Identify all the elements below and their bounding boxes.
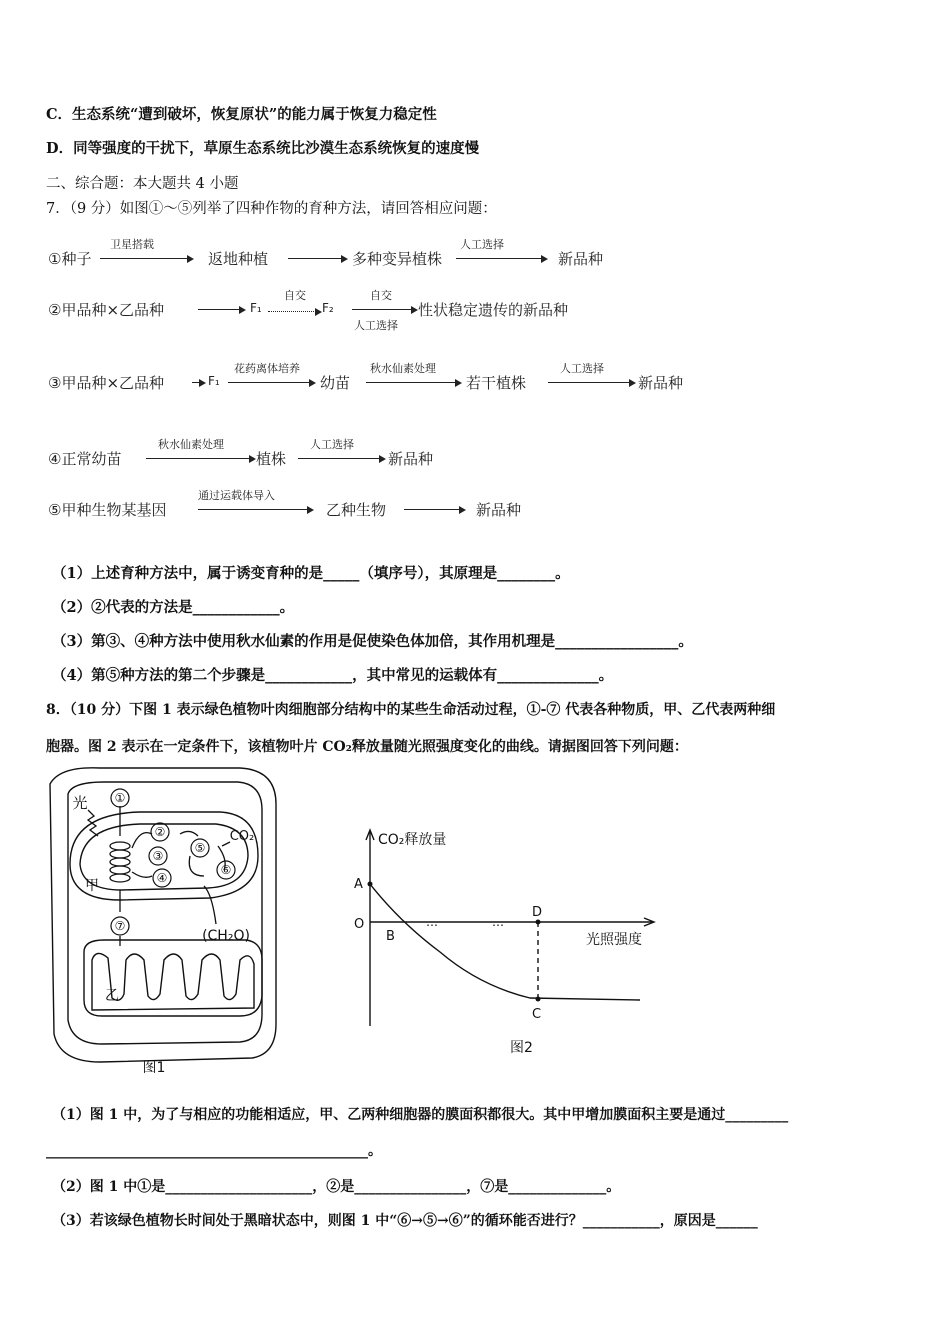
flow2-label-self1: 自交 xyxy=(284,289,306,302)
thylakoid xyxy=(110,874,130,882)
thylakoid xyxy=(110,858,130,866)
x-axis-label: 光照强度 xyxy=(586,932,642,948)
q8-sub2: （2）图 1 中①是_____________________，②是________________，⑦是______________。 xyxy=(52,1179,621,1195)
arrow-2-to-cycle xyxy=(180,831,198,836)
label-1: ① xyxy=(114,791,126,805)
flow2-f1: F₁ xyxy=(250,301,262,315)
flow2-new: 性状稳定遗传的新品种 xyxy=(418,301,569,319)
option-c: C．生态系统“遭到破坏，恢复原状”的能力属于恢复力稳定性 xyxy=(46,106,437,123)
arrow xyxy=(228,382,314,383)
label-a: A xyxy=(354,877,363,892)
label-d: D xyxy=(532,905,543,920)
arrow xyxy=(146,458,254,459)
flow1-label-selection: 人工选择 xyxy=(460,238,504,251)
section-title: 二、综合题：本大题共 4 小题 xyxy=(46,176,239,192)
arrow xyxy=(352,309,416,310)
flow1-return: 返地种植 xyxy=(208,250,269,268)
flow4-plant: 植株 xyxy=(256,450,287,468)
arrow xyxy=(366,382,460,383)
thylakoid xyxy=(110,850,130,858)
q7-sub3: （3）第③、④种方法中使用秋水仙素的作用是促使染色体加倍，其作用机理是_________________。 xyxy=(52,633,693,650)
flow5-gene: ⑤甲种生物某基因 xyxy=(48,501,167,519)
q7-sub2: （2）②代表的方法是____________。 xyxy=(52,599,295,616)
flow3-f1: F₁ xyxy=(208,374,220,388)
flow3-label-colchicine: 秋水仙素处理 xyxy=(370,362,436,375)
arrow xyxy=(298,458,384,459)
q8-sub1-line2: ______________________________________________。 xyxy=(46,1143,382,1159)
flow5-new: 新品种 xyxy=(476,501,522,519)
arrow xyxy=(404,509,464,510)
flow3-seedling: 幼苗 xyxy=(320,374,351,392)
arrow-2 xyxy=(132,833,152,848)
point-d xyxy=(536,920,541,925)
arrow xyxy=(198,509,312,510)
flow1-label-satellite: 卫星搭载 xyxy=(110,238,154,251)
q7-stem: 7．（9 分）如图①～⑤列举了四种作物的育种方法，请回答相应问题： xyxy=(46,201,497,217)
label-6: ⑥ xyxy=(220,863,232,877)
arrow xyxy=(268,311,320,312)
flow2-label-self2: 自交 xyxy=(370,289,392,302)
flow1-seed: ①种子 xyxy=(48,250,92,268)
figure-2-caption: 图2 xyxy=(510,1040,533,1056)
label-light: 光 xyxy=(72,794,88,812)
flow4-new: 新品种 xyxy=(388,450,434,468)
label-c: C xyxy=(532,1007,542,1022)
thylakoid xyxy=(110,842,130,850)
flow5-label-vector: 通过运载体导入 xyxy=(198,489,275,502)
q8-stem-2: 胞器。图 2 表示在一定条件下，该植物叶片 CO₂释放量随光照强度变化的曲线。请据图回答下列问题： xyxy=(46,739,688,755)
cycle-arc-left xyxy=(189,856,204,876)
option-d: D．同等强度的干扰下，草原生态系统比沙漠生态系统恢复的速度慢 xyxy=(46,140,480,157)
flow5-organism: 乙种生物 xyxy=(326,501,387,519)
y-axis-label: CO₂释放量 xyxy=(378,832,447,848)
thylakoid xyxy=(110,866,130,874)
figure-1-caption: 图1 xyxy=(142,1060,166,1076)
point-a xyxy=(368,882,373,887)
q7-sub1: （1）上述育种方法中，属于诱变育种的是_____（填序号），其原理是________。 xyxy=(52,565,570,582)
flow3-label-anther: 花药离体培养 xyxy=(234,362,300,375)
flow3-new: 新品种 xyxy=(638,374,684,392)
point-c xyxy=(536,997,541,1002)
arrow xyxy=(548,382,634,383)
flow1-variants: 多种变异植株 xyxy=(352,250,443,268)
flow4-label-colchicine: 秋水仙素处理 xyxy=(158,438,224,451)
figure-2-chart xyxy=(350,826,670,1060)
axis-dots: … xyxy=(426,915,438,929)
cell-wall-inner xyxy=(68,782,262,1044)
q8-stem-1: 8．（10 分）下图 1 表示绿色植物叶肉细胞部分结构中的某些生命活动过程，①-⑦ 代表各种物质，甲、乙代表两种细 xyxy=(46,702,776,718)
label-ch2o: (CH₂O) xyxy=(202,928,250,944)
arrow xyxy=(288,258,346,259)
flow3-label-selection: 人工选择 xyxy=(560,362,604,375)
flow1-new: 新品种 xyxy=(558,250,604,268)
label-4: ④ xyxy=(156,871,168,885)
label-3: ③ xyxy=(152,849,164,863)
flow4-label-selection: 人工选择 xyxy=(310,438,354,451)
flow3-cross: ③甲品种×乙品种 xyxy=(48,374,165,392)
q8-sub1-line1: （1）图 1 中，为了与相应的功能相适应，甲、乙两种细胞器的膜面积都很大。其中甲增加膜面积主要是通过_________ xyxy=(52,1107,789,1123)
flow3-plants: 若干植株 xyxy=(466,374,527,392)
q7-sub4: （4）第⑤种方法的第二个步骤是____________，其中常见的运载体有______________。 xyxy=(52,667,614,684)
axis-dots: … xyxy=(492,915,504,929)
label-o: O xyxy=(354,917,365,932)
arrow-ch2o xyxy=(204,886,216,924)
label-co2: CO₂ xyxy=(229,829,255,844)
flow2-f2: F₂ xyxy=(322,301,334,315)
arrow xyxy=(100,258,192,259)
flow4-seedling: ④正常幼苗 xyxy=(48,450,122,468)
label-yi: 乙 xyxy=(105,988,119,1004)
q8-sub3: （3）若该绿色植物长时间处于黑暗状态中，则图 1 中“⑥→⑤→⑥”的循环能否进行？___________，原因是______ xyxy=(52,1213,758,1229)
label-2: ② xyxy=(154,825,166,839)
light-zigzag xyxy=(88,810,98,836)
label-b: B xyxy=(386,929,395,944)
flow2-label-selection: 人工选择 xyxy=(354,319,398,332)
arrow-4 xyxy=(132,872,152,877)
arrow xyxy=(192,382,204,383)
figure-1-cell xyxy=(40,764,340,1082)
arrow xyxy=(456,258,546,259)
label-jia: 甲 xyxy=(85,878,99,894)
flow2-cross: ②甲品种×乙品种 xyxy=(48,301,165,319)
label-5: ⑤ xyxy=(194,841,206,855)
arrow xyxy=(198,309,244,310)
label-7: ⑦ xyxy=(114,919,126,933)
